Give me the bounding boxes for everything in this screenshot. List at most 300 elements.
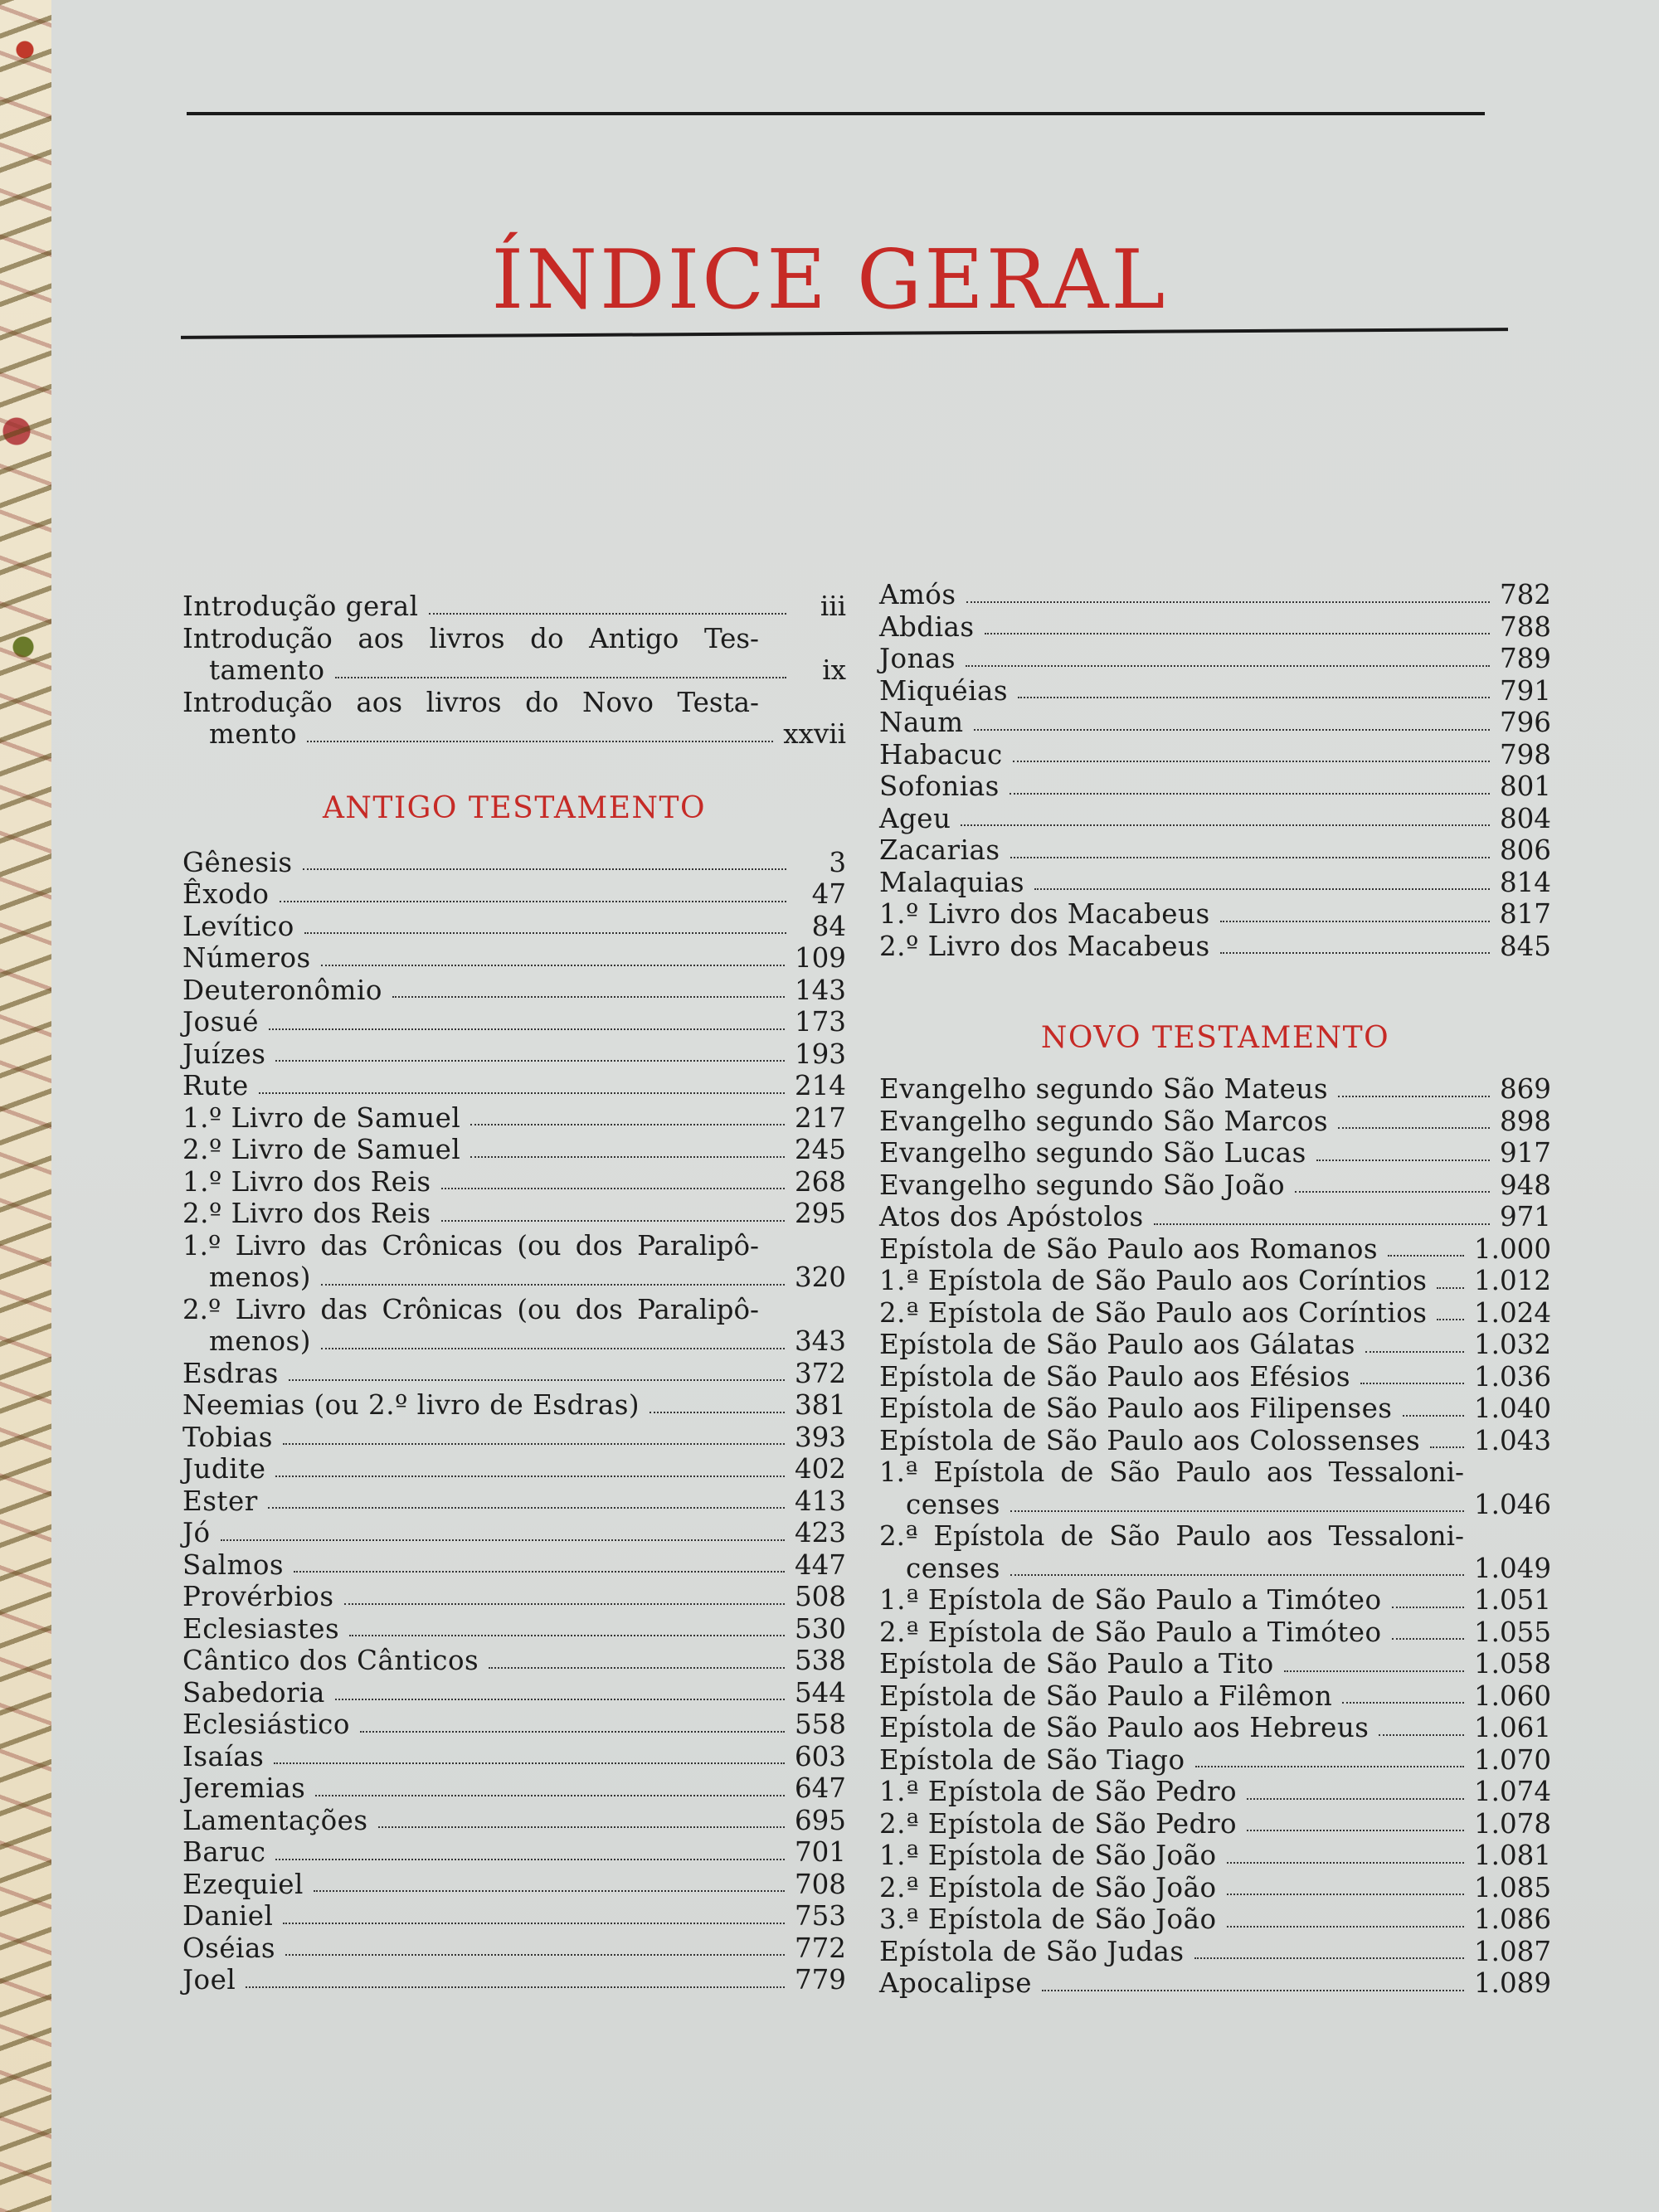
dot-leader (246, 1986, 785, 1988)
dot-leader (1034, 888, 1490, 890)
entry-title: Gênesis (182, 846, 293, 878)
toc-entry[interactable] (182, 1549, 846, 1582)
toc-entry[interactable] (182, 1709, 846, 1741)
entry-title-line1: 2.ª Epístola de São Paulo aos Tessaloni- (879, 1520, 1464, 1552)
dot-leader (321, 965, 785, 966)
dot-leader (1338, 1127, 1490, 1129)
entry-line2 (879, 1489, 1551, 1521)
dot-leader (269, 1028, 785, 1030)
entry-title: Neemias (ou 2.º livro de Esdras) (182, 1389, 640, 1421)
entry-title: Zacarias (879, 834, 1000, 866)
entry-title: Daniel (182, 1900, 274, 1932)
entry-page: 217 (794, 1101, 846, 1134)
entry-title: Epístola de São Paulo aos Romanos (879, 1232, 1379, 1265)
entry-title: 1.º Livro de Samuel (182, 1101, 461, 1134)
entry-title-line2: censes (906, 1552, 1000, 1584)
dot-leader (275, 1859, 785, 1860)
entry-title: Lamentações (182, 1804, 368, 1836)
toc-entry[interactable] (879, 1329, 1551, 1361)
toc-entry[interactable] (182, 847, 846, 879)
dot-leader (221, 1539, 785, 1541)
toc-entry[interactable] (879, 579, 1551, 611)
entry-line2 (182, 1262, 846, 1294)
toc-entry[interactable] (182, 1166, 846, 1198)
toc-entry[interactable] (879, 1616, 1551, 1649)
entry-title: Evangelho segundo São Mateus (879, 1073, 1329, 1105)
toc-entry[interactable] (182, 1485, 846, 1518)
dot-leader (470, 1124, 785, 1125)
entry-title: Epístola de São Paulo aos Hebreus (879, 1712, 1370, 1743)
entry-title-line2: menos) (209, 1262, 311, 1293)
entry-title: Ester (182, 1485, 258, 1517)
entry-title: 1.ª Epístola de São Pedro (879, 1776, 1238, 1807)
entry-page: 788 (1499, 610, 1551, 643)
toc-entry[interactable] (879, 707, 1551, 739)
toc-entry[interactable] (182, 1772, 846, 1805)
floral-border-decoration (0, 0, 51, 2212)
entry-page: 1.081 (1473, 1840, 1551, 1871)
toc-entry[interactable] (879, 1648, 1551, 1680)
dot-leader (360, 1731, 785, 1733)
toc-entry[interactable] (879, 1425, 1551, 1457)
entry-page: 917 (1499, 1137, 1551, 1169)
entry-title: Esdras (182, 1357, 279, 1389)
entry-page: 753 (794, 1900, 846, 1932)
entry-page: iii (820, 591, 846, 622)
entry-page: 544 (794, 1676, 846, 1709)
entry-page: 1.055 (1473, 1616, 1551, 1648)
toc-entry[interactable] (879, 1361, 1551, 1393)
entry-title-line2: mento (209, 718, 298, 750)
toc-entry[interactable] (182, 1805, 846, 1837)
entry-title: Epístola de São Paulo aos Colossenses (879, 1424, 1421, 1456)
toc-entry[interactable] (182, 687, 846, 751)
dot-leader (268, 1507, 785, 1509)
entry-title: Levítico (182, 910, 294, 942)
entry-page: 971 (1499, 1201, 1551, 1232)
toc-entry[interactable] (879, 771, 1551, 803)
toc-entry[interactable] (879, 834, 1551, 867)
entry-title: Sabedoria (182, 1676, 325, 1709)
toc-entry[interactable] (879, 1456, 1551, 1520)
entry-title: Evangelho segundo São João (879, 1169, 1286, 1201)
entry-title: Epístola de São Paulo a Tito (879, 1648, 1274, 1680)
entry-title-line2: tamento (209, 654, 325, 686)
dot-leader (1316, 1159, 1490, 1161)
entry-page: 1.024 (1473, 1296, 1551, 1329)
entry-page: 1.074 (1473, 1776, 1551, 1807)
entry-page: 402 (794, 1453, 846, 1485)
entry-page: 530 (794, 1612, 846, 1645)
entry-page: 898 (1499, 1105, 1551, 1137)
toc-entry[interactable] (182, 1900, 846, 1932)
entry-title: 1.ª Epístola de São João (879, 1840, 1217, 1871)
entry-page: 245 (794, 1134, 846, 1165)
dot-leader (378, 1826, 785, 1828)
toc-entry[interactable] (879, 1808, 1551, 1840)
entry-line2 (182, 1325, 846, 1358)
dot-leader (349, 1635, 785, 1636)
toc-entry[interactable] (879, 867, 1551, 899)
dot-leader (1284, 1670, 1464, 1672)
entry-title: 2.º Livro de Samuel (182, 1134, 461, 1165)
entry-title-line1: Introdução aos livros do Novo Testa- (182, 686, 759, 718)
entry-page: 1.086 (1473, 1903, 1551, 1935)
toc-entry[interactable] (182, 1038, 846, 1071)
entry-title: Introdução geral (182, 591, 419, 622)
entry-title: Epístola de São Paulo aos Efésios (879, 1360, 1351, 1393)
toc-entry[interactable] (182, 1517, 846, 1549)
dot-leader (335, 1699, 785, 1700)
dot-leader (1018, 697, 1490, 698)
entry-page: 3 (829, 846, 846, 878)
entry-title: Evangelho segundo São Marcos (879, 1105, 1329, 1137)
dot-leader (966, 601, 1490, 603)
toc-entry[interactable] (879, 1584, 1551, 1616)
entry-title: Abdias (879, 610, 975, 643)
entry-title: Cântico dos Cânticos (182, 1645, 479, 1676)
entry-page: 393 (794, 1421, 846, 1453)
entry-page: 1.058 (1473, 1648, 1551, 1680)
toc-entry[interactable] (182, 1070, 846, 1102)
dot-leader (1437, 1287, 1463, 1289)
dot-leader (1042, 1990, 1464, 1991)
entry-title: Epístola de São Tiago (879, 1743, 1185, 1776)
dot-leader (304, 932, 786, 934)
dot-leader (307, 741, 773, 742)
toc-entry[interactable] (879, 1840, 1551, 1872)
entry-title-line2: censes (906, 1488, 1000, 1520)
toc-entry[interactable] (182, 1453, 846, 1485)
dot-leader (1392, 1607, 1464, 1608)
entry-page: 1.000 (1473, 1232, 1551, 1265)
toc-entry[interactable] (182, 1358, 846, 1390)
toc-entry[interactable] (182, 1006, 846, 1038)
top-rule (187, 112, 1485, 115)
entry-page: 268 (794, 1165, 846, 1198)
entry-title: Malaquias (879, 866, 1025, 898)
toc-entry[interactable] (879, 803, 1551, 835)
toc-entry[interactable] (182, 911, 846, 943)
dot-leader (1392, 1638, 1464, 1640)
entry-line2 (182, 718, 846, 751)
dot-leader (1227, 1926, 1464, 1928)
entry-title: Rute (182, 1070, 249, 1101)
entry-title: Habacuc (879, 738, 1003, 771)
dot-leader (303, 868, 786, 870)
entry-page: 1.049 (1473, 1552, 1551, 1584)
dot-leader (1365, 1351, 1464, 1353)
entry-page: 295 (794, 1198, 846, 1229)
toc-entry[interactable] (879, 1520, 1551, 1584)
entry-title: Joel (182, 1964, 236, 1996)
dot-leader (283, 1443, 785, 1445)
entry-title: Deuteronômio (182, 974, 382, 1006)
toc-entry[interactable] (182, 1836, 846, 1869)
dot-leader (1010, 1510, 1464, 1512)
entry-title: Epístola de São Paulo aos Filipenses (879, 1393, 1393, 1424)
entry-title: Oséias (182, 1932, 276, 1964)
entry-page: 798 (1499, 738, 1551, 771)
entry-title: Salmos (182, 1548, 285, 1581)
novo-list-continued (879, 1584, 1551, 2000)
antigo-testamento-heading: ANTIGO TESTAMENTO (322, 790, 707, 825)
dot-leader (441, 1220, 785, 1222)
entry-title: Jeremias (182, 1772, 306, 1804)
entry-page: 789 (1499, 643, 1551, 674)
toc-entry[interactable] (182, 975, 846, 1007)
entry-title: 2.ª Epístola de São Paulo a Timóteo (879, 1616, 1382, 1648)
antigo-list (182, 847, 846, 1230)
dot-leader (470, 1156, 785, 1158)
entry-page: 845 (1499, 930, 1551, 962)
dot-leader (280, 901, 787, 902)
dot-leader (321, 1348, 785, 1349)
toc-entry[interactable] (879, 1393, 1551, 1425)
dot-leader (961, 824, 1490, 826)
entry-page: 1.043 (1473, 1424, 1551, 1456)
entry-page: 423 (794, 1517, 846, 1548)
dot-leader (1295, 1191, 1490, 1193)
dot-leader (1220, 921, 1490, 922)
toc-entry[interactable] (182, 1389, 846, 1422)
toc-entry[interactable] (182, 591, 846, 623)
dot-leader (985, 633, 1490, 634)
dot-leader (974, 729, 1490, 731)
entry-page: 381 (794, 1389, 846, 1421)
dot-leader (1379, 1734, 1463, 1736)
entry-page: 1.060 (1473, 1680, 1551, 1712)
toc-entry[interactable] (879, 1903, 1551, 1936)
dot-leader (1247, 1798, 1464, 1800)
entry-title: Baruc (182, 1836, 266, 1868)
entry-page: 558 (794, 1709, 846, 1740)
toc-entry[interactable] (182, 1932, 846, 1965)
toc-entry[interactable] (879, 898, 1551, 931)
entry-page: xxvii (783, 718, 846, 750)
entry-page: 447 (794, 1548, 846, 1581)
entry-page: 701 (794, 1836, 846, 1868)
dot-leader (1437, 1319, 1463, 1320)
toc-entry[interactable] (879, 1297, 1551, 1330)
entry-title: Eclesiástico (182, 1709, 350, 1740)
entry-title: Atos dos Apóstolos (879, 1201, 1144, 1232)
toc-entry[interactable] (879, 1073, 1551, 1106)
entry-title: Ageu (879, 802, 951, 834)
entry-page: 1.012 (1473, 1265, 1551, 1296)
entry-title: 1.ª Epístola de São Paulo aos Coríntios (879, 1265, 1428, 1296)
entry-title: Josué (182, 1006, 259, 1038)
toc-entry[interactable] (182, 1581, 846, 1613)
entry-page: 47 (811, 878, 846, 910)
toc-entry[interactable] (879, 675, 1551, 707)
entry-line2 (879, 1553, 1551, 1585)
dot-leader (275, 1475, 785, 1477)
entry-title: Números (182, 942, 311, 974)
title-bottom-rule (181, 328, 1508, 339)
entry-page: 817 (1499, 898, 1551, 930)
entry-page: ix (822, 654, 846, 686)
dot-leader (1360, 1383, 1464, 1384)
entry-title: Jó (182, 1517, 211, 1548)
entry-page: 1.085 (1473, 1871, 1551, 1903)
entry-page: 782 (1499, 579, 1551, 610)
dot-leader (315, 1795, 785, 1796)
dot-leader (314, 1890, 785, 1892)
entry-page: 1.087 (1473, 1935, 1551, 1967)
entry-page: 214 (794, 1070, 846, 1101)
entry-title-line1: Introdução aos livros do Antigo Tes- (182, 622, 759, 654)
toc-entry[interactable] (182, 623, 846, 687)
dot-leader (274, 1762, 785, 1764)
toc-entry[interactable] (879, 1233, 1551, 1266)
toc-entry[interactable] (879, 1169, 1551, 1202)
entry-title: 3.ª Epístola de São João (879, 1903, 1217, 1935)
entry-page: 804 (1499, 802, 1551, 834)
entry-page: 143 (794, 974, 846, 1006)
entry-title: 1.º Livro dos Reis (182, 1165, 431, 1198)
entry-title-line1: 1.ª Epístola de São Paulo aos Tessaloni- (879, 1456, 1464, 1488)
toc-entry[interactable] (182, 1294, 846, 1358)
toc-entry[interactable] (879, 1137, 1551, 1169)
toc-entry[interactable] (879, 1265, 1551, 1297)
toc-entry[interactable] (182, 1198, 846, 1230)
toc-entry[interactable] (182, 1645, 846, 1677)
toc-entry[interactable] (182, 1869, 846, 1901)
toc-entry[interactable] (879, 931, 1551, 963)
entry-title: Provérbios (182, 1581, 334, 1612)
entry-title: 1.º Livro dos Macabeus (879, 898, 1210, 930)
entry-title: Epístola de São Judas (879, 1935, 1185, 1967)
entry-page: 1.040 (1473, 1393, 1551, 1424)
antigo-list-continued (182, 1358, 846, 1996)
toc-entry[interactable] (182, 1677, 846, 1709)
novo-list-two-line (879, 1456, 1551, 1584)
entry-page: 1.089 (1473, 1967, 1551, 1999)
toc-entry[interactable] (879, 1744, 1551, 1777)
entry-page: 1.032 (1473, 1329, 1551, 1360)
entry-page: 1.061 (1473, 1712, 1551, 1743)
toc-entry[interactable] (879, 739, 1551, 771)
entry-title: Êxodo (182, 878, 270, 910)
dot-leader (1010, 793, 1490, 795)
entry-page: 1.051 (1473, 1584, 1551, 1616)
floral-pattern (0, 0, 51, 2212)
dot-leader (294, 1571, 785, 1573)
toc-entry[interactable] (879, 1776, 1551, 1808)
entry-title-line1: 2.º Livro das Crônicas (ou dos Paralipô- (182, 1293, 759, 1325)
toc-entry[interactable] (879, 611, 1551, 644)
entry-title: Eclesiastes (182, 1612, 340, 1645)
entry-title: Sofonias (879, 771, 1000, 802)
entry-title: Epístola de São Paulo aos Gálatas (879, 1329, 1355, 1360)
dot-leader (1338, 1096, 1490, 1097)
dot-leader (429, 613, 787, 615)
entry-title: Judite (182, 1453, 266, 1485)
toc-entry[interactable] (879, 1106, 1551, 1138)
entry-page: 779 (794, 1964, 846, 1996)
entry-page: 84 (811, 910, 846, 942)
dot-leader (1227, 1862, 1464, 1864)
dot-leader (1220, 952, 1490, 954)
novo-list (879, 1073, 1551, 1456)
entry-page: 791 (1499, 674, 1551, 707)
dot-leader (1013, 761, 1490, 762)
entry-line2 (182, 654, 846, 687)
entry-page: 772 (794, 1932, 846, 1964)
entry-page: 806 (1499, 834, 1551, 866)
dot-leader (1342, 1702, 1464, 1704)
toc-entry[interactable] (879, 643, 1551, 675)
toc-entry[interactable] (879, 1712, 1551, 1744)
antigo-list-profetas (879, 579, 1551, 962)
entry-page: 1.070 (1473, 1743, 1551, 1776)
page-title: ÍNDICE GERAL (491, 232, 1168, 328)
toc-entry[interactable] (879, 1936, 1551, 1968)
entry-page: 413 (794, 1485, 846, 1517)
dot-leader (1154, 1223, 1490, 1225)
toc-entry[interactable] (879, 1680, 1551, 1713)
dot-leader (1194, 1957, 1464, 1959)
dot-leader (1010, 857, 1490, 858)
dot-leader (1195, 1766, 1464, 1767)
entry-page: 193 (794, 1038, 846, 1070)
entry-title: 2.ª Epístola de São Pedro (879, 1807, 1238, 1840)
left-column (182, 591, 846, 1996)
toc-entry[interactable] (182, 878, 846, 911)
toc-entry[interactable] (879, 1872, 1551, 1904)
entry-page: 708 (794, 1868, 846, 1900)
entry-page: 1.046 (1473, 1488, 1551, 1520)
entry-page: 1.036 (1473, 1360, 1551, 1393)
toc-entry[interactable] (879, 1967, 1551, 2000)
dot-leader (489, 1667, 785, 1669)
entry-page: 647 (794, 1772, 846, 1804)
toc-entry[interactable] (182, 942, 846, 975)
dot-leader (966, 665, 1490, 667)
entry-title: 2.ª Epístola de São Paulo aos Coríntios (879, 1296, 1428, 1329)
entry-title-line1: 1.º Livro das Crônicas (ou dos Paralipô- (182, 1229, 759, 1262)
entry-page: 796 (1499, 707, 1551, 738)
dot-leader (275, 1060, 785, 1062)
dot-leader (285, 1954, 785, 1956)
entry-title: Isaías (182, 1740, 265, 1772)
dot-leader (283, 1923, 785, 1924)
toc-entry[interactable] (182, 1230, 846, 1294)
entry-title: Juízes (182, 1038, 266, 1070)
entry-page: 869 (1499, 1073, 1551, 1105)
dot-leader (259, 1092, 785, 1094)
toc-entry[interactable] (182, 1613, 846, 1646)
entry-title: Apocalipse (879, 1967, 1032, 1999)
toc-entry[interactable] (182, 1102, 846, 1135)
toc-entry[interactable] (182, 1134, 846, 1166)
dot-leader (1403, 1415, 1464, 1417)
toc-entry[interactable] (182, 1741, 846, 1773)
toc-entry[interactable] (182, 1964, 846, 1996)
entry-page: 343 (794, 1325, 846, 1357)
entry-title: Amós (879, 579, 956, 610)
dot-leader (1227, 1894, 1464, 1895)
entry-title: Miquéias (879, 674, 1009, 707)
toc-entry[interactable] (182, 1422, 846, 1454)
entry-page: 814 (1499, 866, 1551, 898)
entry-title: Tobias (182, 1421, 273, 1453)
intro-list (182, 591, 846, 751)
entry-title: Epístola de São Paulo a Filêmon (879, 1680, 1333, 1712)
toc-entry[interactable] (879, 1201, 1551, 1233)
entry-title: 1.ª Epístola de São Paulo a Timóteo (879, 1584, 1382, 1616)
